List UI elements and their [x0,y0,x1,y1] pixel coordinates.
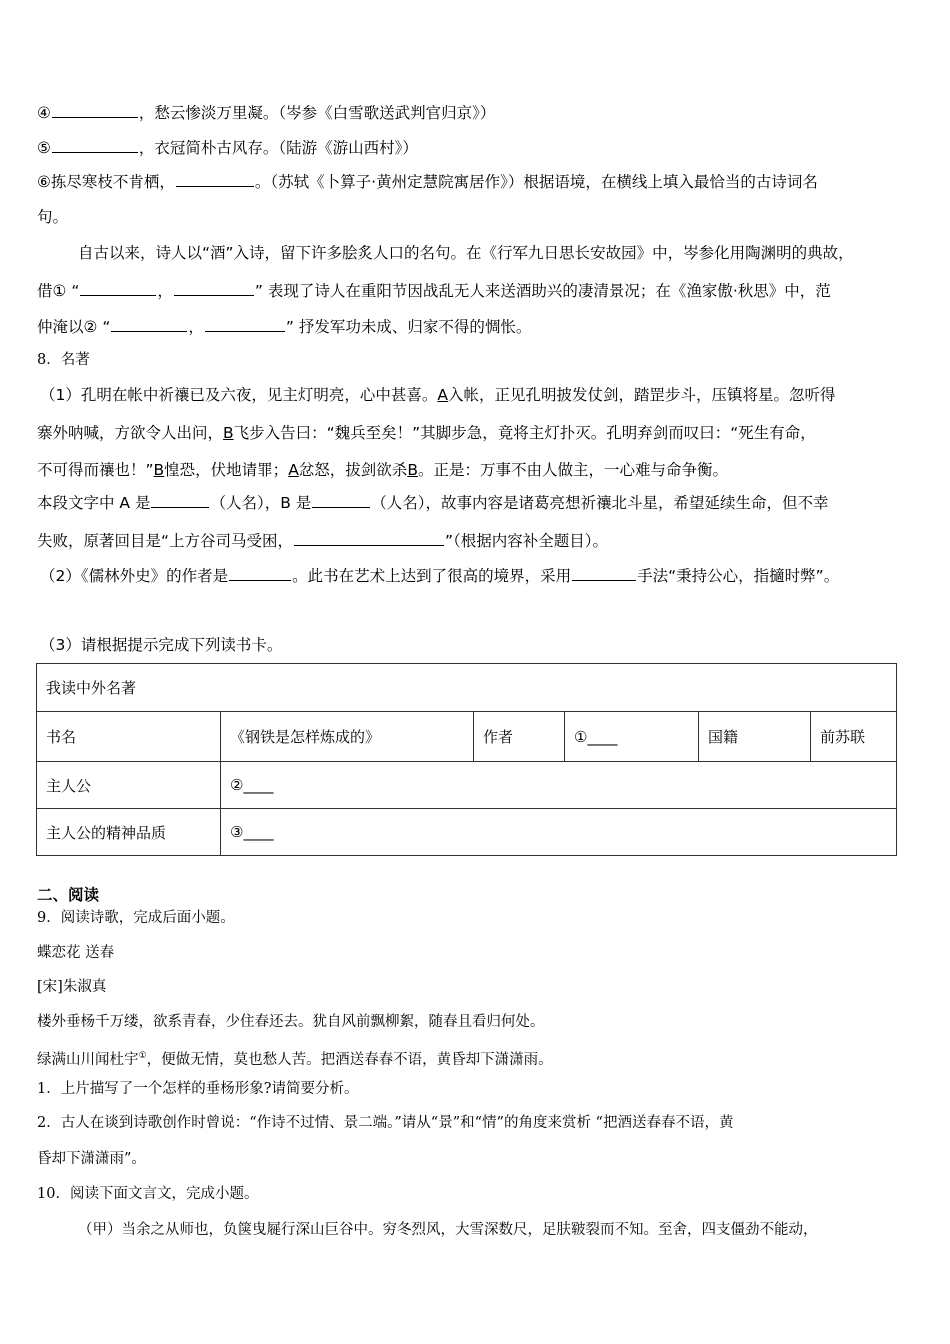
answer-blank-b[interactable] [312,492,370,508]
answer-blank[interactable] [52,137,138,153]
q8-part-2 [40,565,839,586]
text-span: （人名），B 是 [210,494,312,512]
text-span: 。此书在艺术上达到了很高的境界，采用 [292,567,572,585]
spirit-label: 主人公的精神品质 [37,809,221,856]
answer-blank-author[interactable] [229,565,291,581]
wine-para-line-1: 自古以来，诗人以“酒”入诗，留下许多脍炙人口的名句。在《行军九日思长安故园》中，岑参化用陶渊明的典故， [78,244,854,262]
q8-question-line-2 [37,530,608,551]
poem-line-1: 楼外垂杨千万缕，欲系青春，少住春还去。犹自风前飘柳絮，随春且看归何处。 [37,1014,545,1030]
nationality-label: 国籍 [699,712,811,762]
poem-title: 蝶恋花 送春 [37,945,115,961]
text-span: 忿怒，拔剑欲杀 [298,461,408,479]
question-10-title: 10．阅读下面文言文，完成小题。 [37,1186,259,1202]
text-span: 。正是：万事不由人做主，一心难与命争衡。 [417,461,728,479]
fill-item-4 [37,102,495,123]
placeholder-b: B [153,461,165,479]
q9-sub-2-line-1: 2．古人在谈到诗歌创作时曾说：“作诗不过情、景二端。”请从“景”和“情”的角度来赏析 “把酒送春春不语，黄 [37,1115,734,1131]
q10-passage-line-1: （甲）当余之从师也，负箧曳屣行深山巨谷中。穷冬烈风，大雪深数尺，足肤皲裂而不知。至舍，四支僵劲不能动， [78,1222,818,1238]
reading-card-table [36,663,897,856]
fill-item-5 [37,137,418,158]
q9-sub-2-line-2: 昏却下潇潇雨”。 [37,1151,146,1167]
text-span: （1）孔明在帐中祈禳已及六夜，见主灯明亮，心中甚喜。 [40,386,438,404]
text-span: 本段文字中 A 是 [37,494,151,512]
item-number: ⑥ [37,173,51,191]
section-2-title: 二、阅读 [37,886,100,904]
text-span: 绿满山川闻杜宇 [37,1051,139,1068]
text-span: 仲淹以② “ [37,318,111,336]
fill-item-6 [37,171,818,192]
item-number: ④ [37,104,51,122]
placeholder-b: B [407,461,418,479]
author-label: 作者 [474,712,565,762]
question-9-title: 9．阅读诗歌，完成后面小题。 [37,910,235,926]
text-span: ， [188,318,204,336]
text-span: 不可得而禳也！” [37,461,154,479]
card-row-book [37,712,897,762]
item-text: 。（苏轼《卜算子·黄州定慧院寓居作》）根据语境，在横线上填入最恰当的古诗词名 [254,173,818,191]
answer-blank[interactable] [176,171,254,187]
answer-blank-chapter[interactable] [294,530,444,546]
q8-passage-line-3 [37,460,728,480]
text-span: 飞步入告曰：“魏兵至矣！”其脚步急，竟将主灯扑灭。孔明弃剑而叹曰：“死生有命， [233,424,816,442]
footnote-marker: ① [138,1051,147,1061]
answer-blank[interactable] [174,280,254,296]
item-pre: 拣尽寒枝不肯栖， [50,173,175,191]
protagonist-blank[interactable]: ②____ [221,762,897,809]
card-header-row [37,664,897,712]
q8-part-3: （3）请根据提示完成下列读书卡。 [40,636,283,654]
item-number: ⑤ [37,139,51,157]
answer-blank[interactable] [52,102,138,118]
question-8-title: 8．名著 [37,352,90,368]
placeholder-a: A [437,386,448,404]
text-span: 惶恐，伏地请罪； [164,461,289,479]
answer-blank[interactable] [80,280,156,296]
wine-para-line-3 [37,316,531,337]
q8-question-line-1 [37,492,829,513]
poem-line-2 [37,1046,553,1070]
item-text: ，衣冠简朴古风存。（陆游《游山西村》） [138,139,418,157]
card-row-spirit [37,809,897,856]
answer-blank-a[interactable] [151,492,209,508]
answer-blank-technique[interactable] [572,565,636,581]
placeholder-a: A [288,461,299,479]
author-blank[interactable]: ①____ [565,712,699,762]
text-span: 失败，原著回目是“上方谷司马受困， [37,532,294,550]
text-span: （2）《儒林外史》的作者是 [40,567,229,585]
text-span: ”（根据内容补全题目）。 [445,532,609,550]
text-span: ” 表现了诗人在重阳节因战乱无人来送酒助兴的凄清景况；在《渔家傲·秋思》中，范 [254,282,831,300]
q8-passage-line-1 [40,385,836,405]
protagonist-label: 主人公 [37,762,221,809]
q8-passage-line-2 [37,423,816,443]
text-span: 借① “ [37,282,80,300]
text-span: 入帐，正见孔明披发仗剑，踏罡步斗，压镇将星。忽听得 [447,386,836,404]
item-text: ，愁云惨淡万里凝。（岑参《白雪歌送武判官归京》） [138,104,496,122]
card-header: 我读中外名著 [37,664,897,712]
text-span: ，便做无情，莫也愁人苦。把酒送春春不语，黄昏却下潇潇雨。 [146,1051,553,1068]
fill-item-6-cont: 句。 [37,208,69,226]
spirit-blank[interactable]: ③____ [221,809,897,856]
wine-para-line-2 [37,280,831,301]
text-span: ” 抒发军功未成、归家不得的惆怅。 [285,318,532,336]
text-span: 手法“秉持公心，指擿时弊”。 [637,567,840,585]
text-span: （人名），故事内容是诸葛亮想祈禳北斗星，希望延续生命，但不幸 [371,494,829,512]
answer-blank[interactable] [111,316,187,332]
answer-blank[interactable] [205,316,285,332]
nationality-value: 前苏联 [811,712,897,762]
text-span: ， [157,282,173,300]
text-span: 寨外呐喊，方欲令人出问， [37,424,224,442]
poem-author: [宋]朱淑真 [37,979,107,995]
q9-sub-1: 1．上片描写了一个怎样的垂杨形象?请简要分析。 [37,1081,359,1097]
card-row-protagonist [37,762,897,809]
book-title: 《钢铁是怎样炼成的》 [221,712,474,762]
book-label: 书名 [37,712,221,762]
placeholder-b: B [223,424,234,442]
